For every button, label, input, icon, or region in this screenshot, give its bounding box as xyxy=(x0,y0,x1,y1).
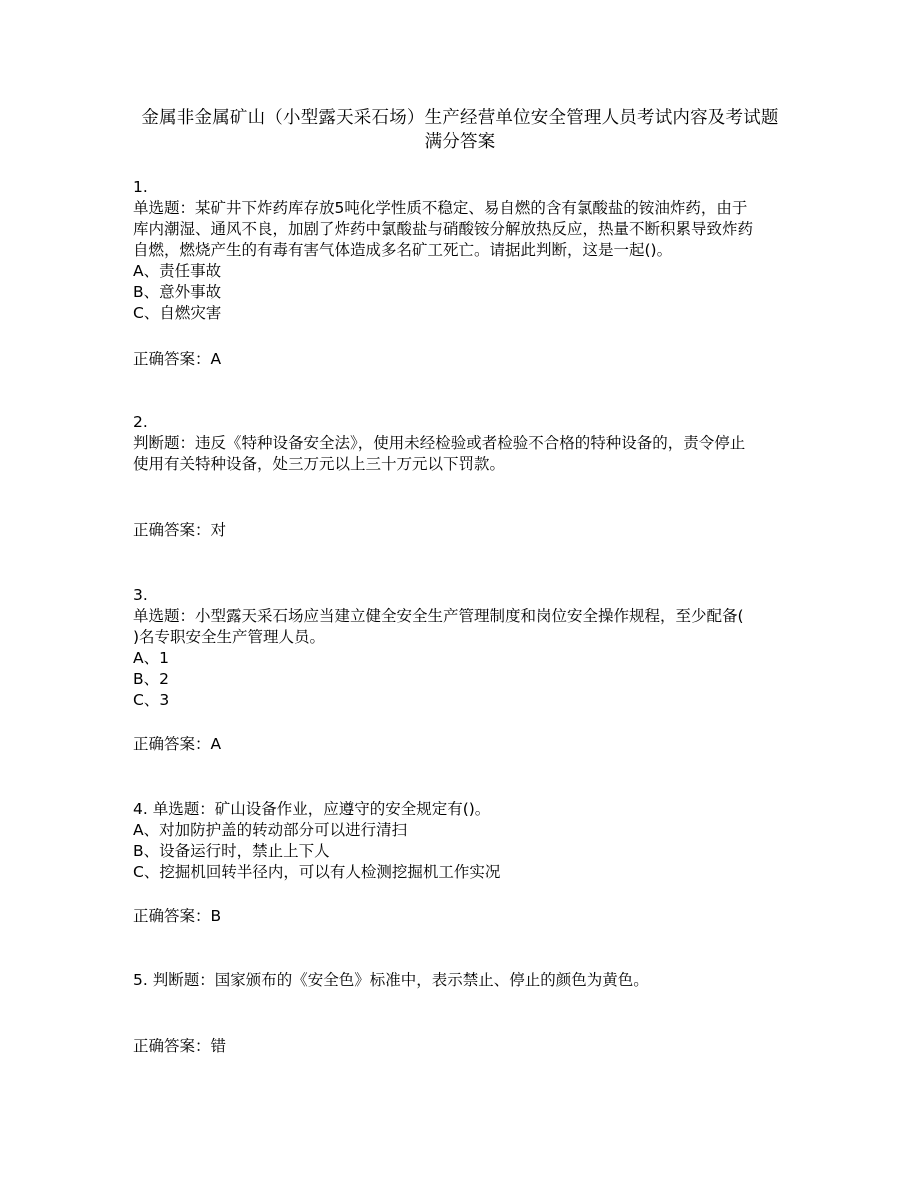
question-stem-line: 使用有关特种设备，处三万元以上三十万元以下罚款。 xyxy=(133,455,506,473)
answer-5: 正确答案：错 xyxy=(133,1037,227,1055)
title-line-2: 满分答案 xyxy=(424,132,496,152)
answer-2: 正确答案：对 xyxy=(133,521,227,539)
question-stem-line: 判断题：违反《特种设备安全法》，使用未经检验或者检验不合格的特种设备的，责令停止 xyxy=(133,434,746,452)
answer-4: 正确答案：B xyxy=(133,907,222,925)
option-b: B、意外事故 xyxy=(133,283,222,301)
title-line-1: 金属非金属矿山（小型露天采石场）生产经营单位安全管理人员考试内容及考试题 xyxy=(141,108,779,128)
question-number: 3. xyxy=(133,586,148,604)
option-c: C、自燃灾害 xyxy=(133,304,222,322)
option-a: A、1 xyxy=(133,649,169,667)
option-b: B、2 xyxy=(133,670,169,688)
question-number: 1. xyxy=(133,178,148,196)
question-1 xyxy=(133,177,793,324)
question-number: 2. xyxy=(133,413,148,431)
document-title xyxy=(120,106,800,154)
option-a: A、责任事故 xyxy=(133,262,222,280)
option-a: A、对加防护盖的转动部分可以进行清扫 xyxy=(133,821,408,839)
option-c: C、3 xyxy=(133,691,170,709)
question-2 xyxy=(133,412,793,475)
question-4 xyxy=(133,799,793,883)
question-5 xyxy=(133,970,793,991)
question-3 xyxy=(133,585,793,711)
question-stem-line: 4. 单选题：矿山设备作业，应遵守的安全规定有()。 xyxy=(133,800,491,818)
question-stem-line: 单选题：小型露天采石场应当建立健全安全生产管理制度和岗位安全操作规程，至少配备( xyxy=(133,607,744,625)
answer-1: 正确答案：A xyxy=(133,350,222,368)
question-stem-line: 5. 判断题：国家颁布的《安全色》标准中，表示禁止、停止的颜色为黄色。 xyxy=(133,971,649,989)
option-c: C、挖掘机回转半径内，可以有人检测挖掘机工作实况 xyxy=(133,863,501,881)
question-stem-line: 库内潮湿、通风不良，加剧了炸药中氯酸盐与硝酸铵分解放热反应，热量不断积累导致炸药 xyxy=(133,220,754,238)
answer-3: 正确答案：A xyxy=(133,735,222,753)
question-stem-line: 自燃，燃烧产生的有毒有害气体造成多名矿工死亡。请据此判断，这是一起()。 xyxy=(133,241,673,259)
option-b: B、设备运行时，禁止上下人 xyxy=(133,842,330,860)
question-stem-line: 单选题：某矿井下炸药库存放5吨化学性质不稳定、易自燃的含有氯酸盐的铵油炸药，由于 xyxy=(133,199,748,217)
question-stem-line: )名专职安全生产管理人员。 xyxy=(133,628,326,646)
